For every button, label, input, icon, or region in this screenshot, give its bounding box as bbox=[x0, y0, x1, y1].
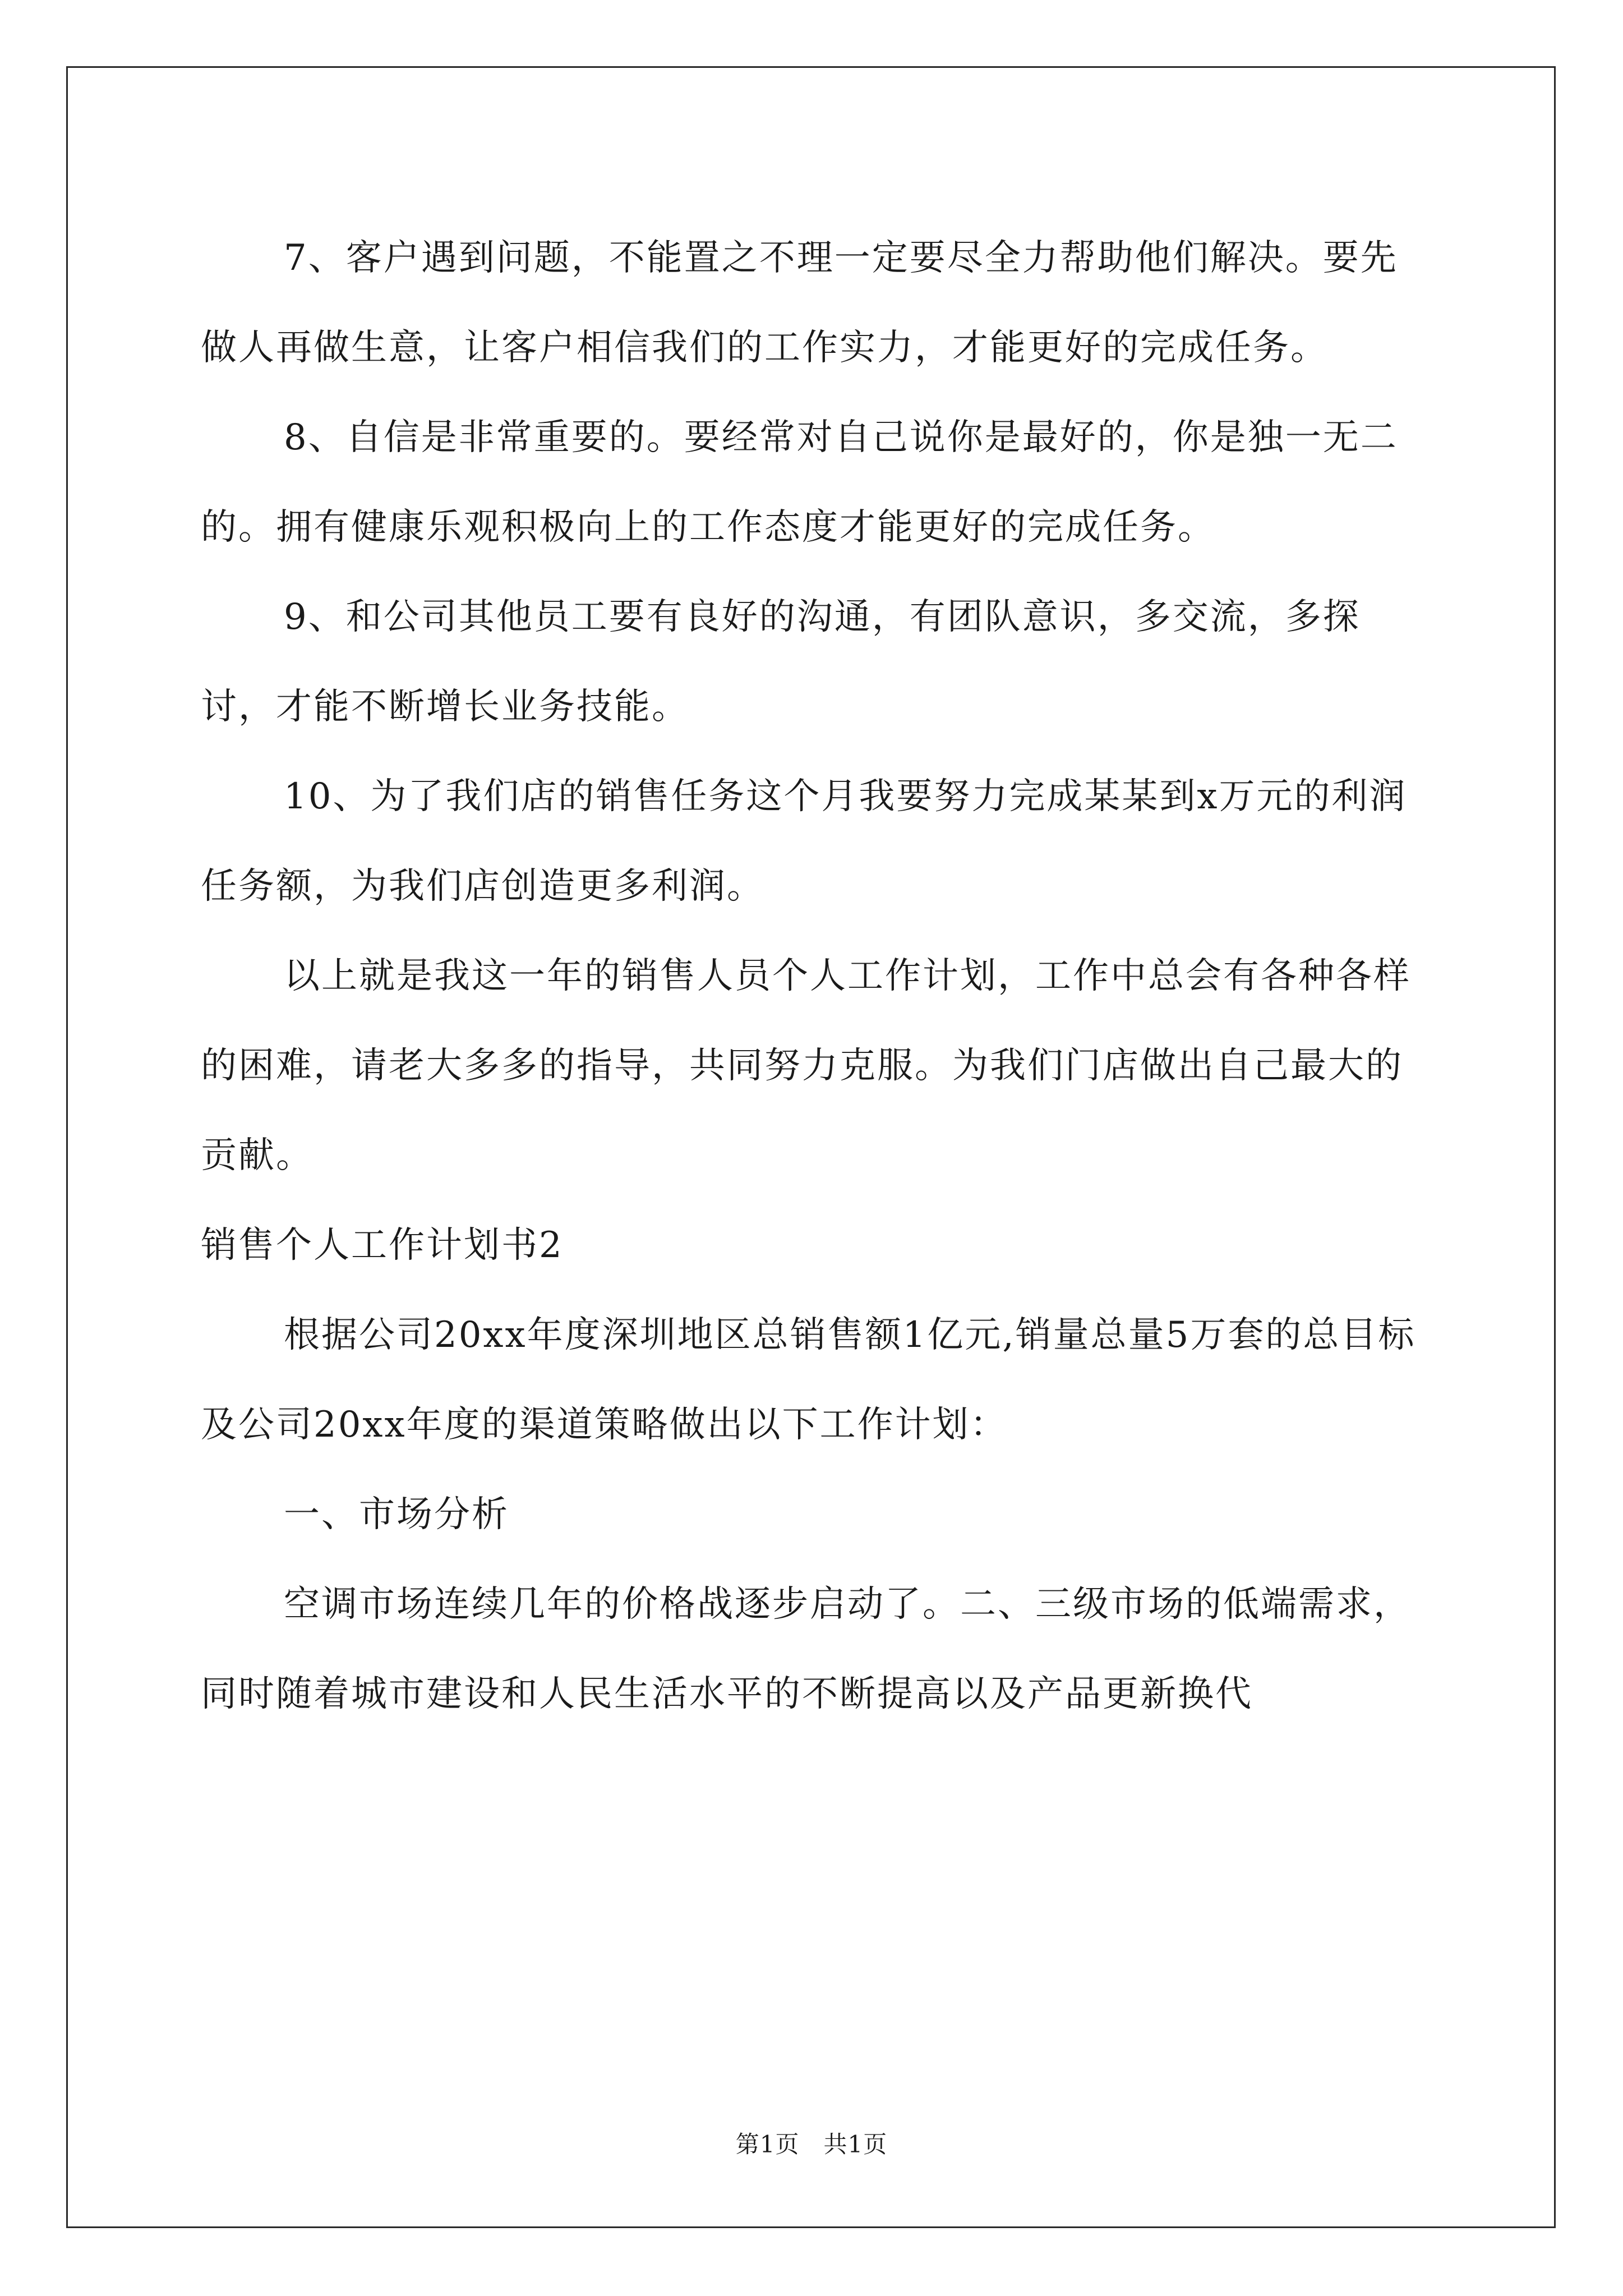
paragraph-9: 9、和公司其他员工要有良好的沟通，有团队意识，多交流，多探讨，才能不断增长业务技能。 bbox=[201, 596, 1361, 728]
document-body bbox=[201, 213, 1435, 1739]
paragraph-8: 8、自信是非常重要的。要经常对自己说你是最好的，你是独一无二的。拥有健康乐观积极向上的工作态度才能更好的完成任务。 bbox=[201, 417, 1398, 548]
section-intro: 根据公司20xx年度深圳地区总销售额1亿元,销量总量5万套的总目标及公司20xx年度的渠道策略做出以下工作计划： bbox=[201, 1314, 1416, 1446]
market-analysis-paragraph: 空调市场连续几年的价格战逐步启动了。二、三级市场的低端需求，同时随着城市建设和人民生活水平的不断提高以及产品更新换代 bbox=[201, 1584, 1411, 1715]
page-footer: 第1页 共1页 bbox=[735, 2131, 888, 2158]
paragraph-summary: 以上就是我这一年的销售人员个人工作计划，工作中总会有各种各样的困难，请老大多多的指导，共同努力克服。为我们门店做出自己最大的贡献。 bbox=[201, 955, 1411, 1176]
paragraph-10: 10、为了我们店的销售任务这个月我要努力完成某某到x万元的利润任务额，为我们店创造更多利润。 bbox=[201, 776, 1407, 907]
section-heading-market-analysis: 一、市场分析 bbox=[284, 1494, 509, 1535]
paragraph-7: 7、客户遇到问题，不能置之不理一定要尽全力帮助他们解决。要先做人再做生意，让客户相信我们的工作实力，才能更好的完成任务。 bbox=[201, 237, 1398, 369]
section-title: 销售个人工作计划书2 bbox=[201, 1225, 564, 1266]
